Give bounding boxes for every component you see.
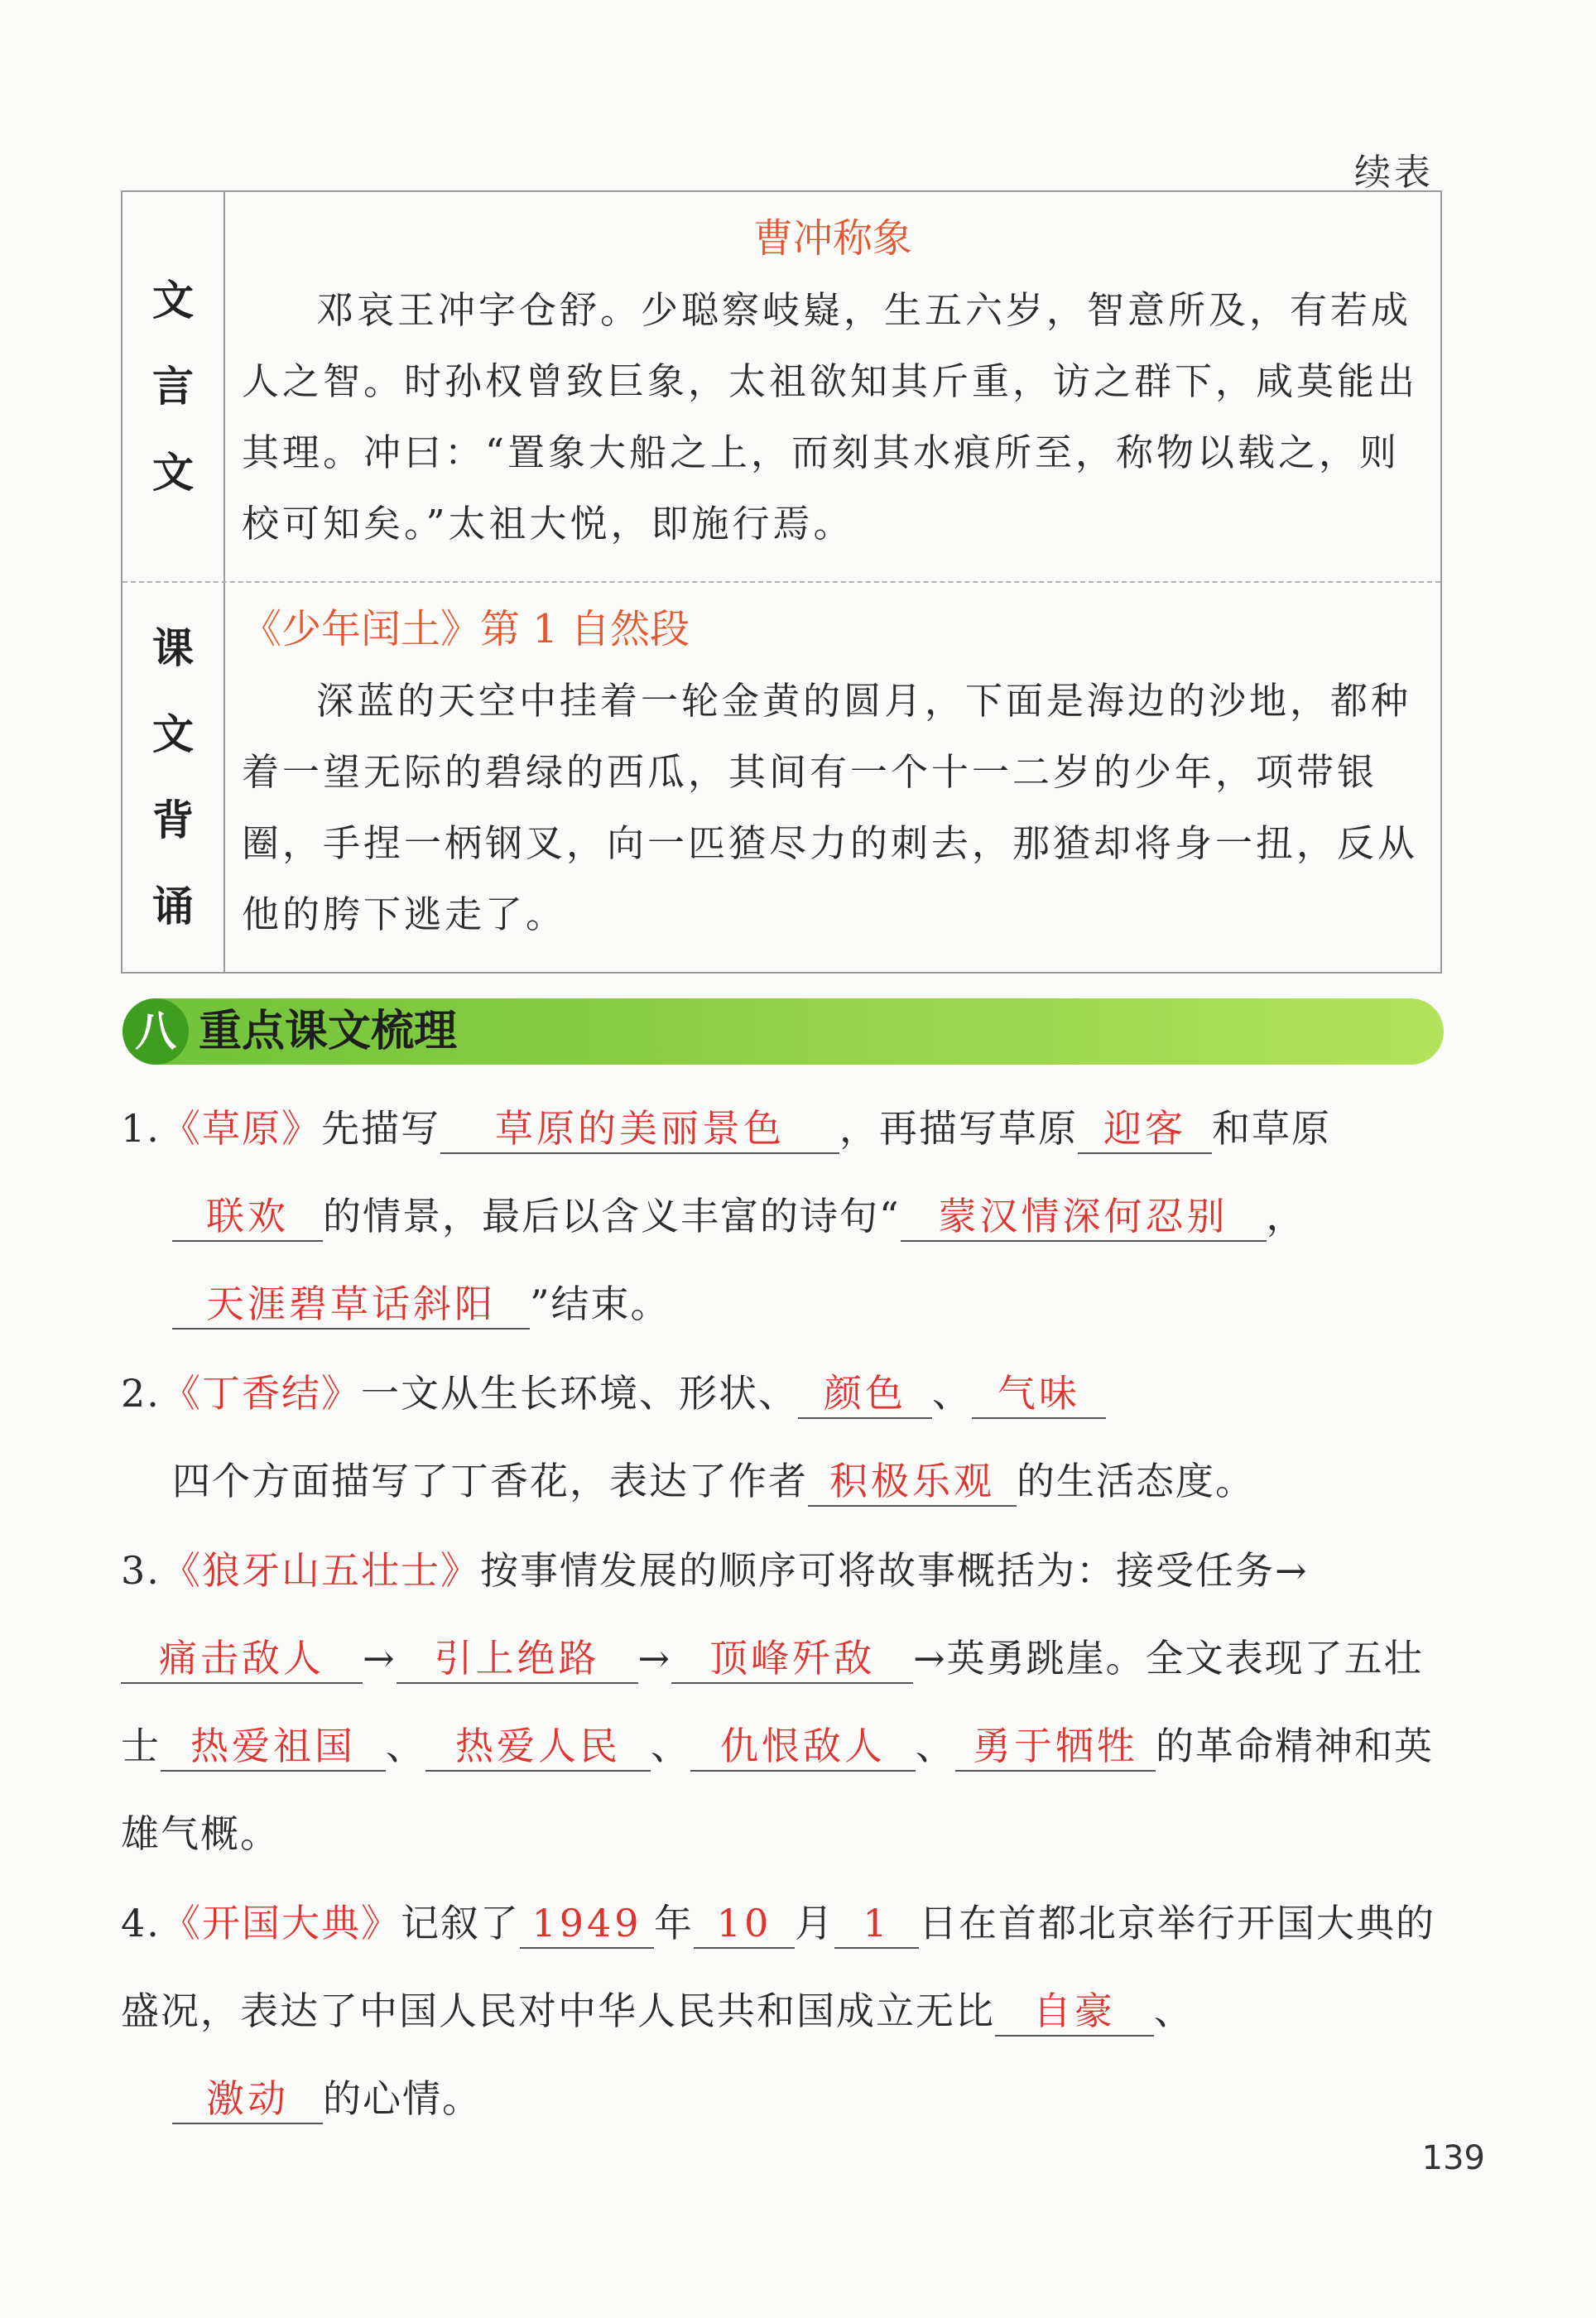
item-number: 2. (121, 1371, 161, 1416)
answer-blank: 热爱人民 (425, 1722, 651, 1772)
answer-blank: 积极乐观 (808, 1457, 1017, 1507)
classical-title: 曹冲称象 (752, 215, 912, 262)
answer-blank: 气味 (972, 1369, 1106, 1419)
row-label-char: 文 (152, 710, 194, 758)
item-text: 日在首都北京举行开国大典的盛况，表达了中国人民对中华人民共和国成立无比 (121, 1901, 1435, 2033)
item-title: 《丁香结》 (162, 1371, 361, 1416)
item-text: 按事情发展的顺序可将故事概括为：接受任务→ (480, 1548, 1309, 1593)
item-text: 四个方面描写了丁香花，表达了作者 (172, 1459, 808, 1503)
item-text: 一文从生长环境、形状、 (361, 1371, 798, 1416)
item-text: 年 (654, 1901, 694, 1945)
item-text: 的生活态度。 (1017, 1459, 1255, 1503)
row-content-classical (225, 192, 1440, 581)
answer-blank: 引上绝路 (397, 1634, 638, 1684)
item-text: 的情景，最后以含义丰富的诗句“ (323, 1194, 901, 1238)
row-label-char: 文 (152, 449, 194, 497)
section-title: 重点课文梳理 (199, 1007, 458, 1056)
item-text: ， (1266, 1194, 1306, 1238)
recitation-text: 深蓝的天空中挂着一轮金黄的圆月，下面是海边的沙地，都种着一望无际的碧绿的西瓜，其间有一个十一二岁的少年，项带银圈，手捏一柄钢叉，向一匹猹尽力的刺去，那猹却将身一扭，反从他的胯下逃走了。 (242, 679, 1419, 936)
section-header (123, 998, 1444, 1065)
answer-blank: 自豪 (995, 1987, 1154, 2037)
item-text: 、 (916, 1724, 955, 1768)
item-title: 《开国大典》 (162, 1901, 401, 1945)
answer-blank: 天涯碧草话斜阳 (172, 1280, 530, 1330)
answer-blank: 痛击敌人 (121, 1634, 363, 1684)
item-number: 3. (121, 1548, 161, 1593)
section-number-badge: 八 (123, 998, 189, 1065)
item-text: 月 (795, 1901, 834, 1945)
continued-label: 续表 (1354, 151, 1434, 194)
item-text: ”结束。 (530, 1282, 671, 1326)
recitation-title: 《少年闰土》第 1 自然段 (242, 606, 690, 652)
item-text: 记叙了 (401, 1901, 520, 1945)
item-text: → (363, 1636, 397, 1681)
list-item (121, 1527, 1445, 1878)
row-content-recitation (225, 583, 1440, 972)
item-text: 、 (932, 1371, 972, 1416)
answer-blank: 1 (834, 1899, 919, 1949)
row-label-char: 言 (152, 363, 194, 411)
classical-text: 邓哀王冲字仓舒。少聪察岐嶷，生五六岁，智意所及，有若成人之智。时孙权曾致巨象，太祖欲知其斤重，访之群下，咸莫能出其理。冲曰：“置象大船之上，而刻其水痕所至，称物以载之，则校可知矣。”太祖大悦，即施行焉。 (242, 288, 1419, 546)
answer-blank: 迎客 (1078, 1104, 1212, 1154)
item-text: 和草原 (1212, 1106, 1331, 1151)
list-item (121, 1349, 1445, 1525)
answer-blank: 激动 (172, 2075, 323, 2124)
item-number: 1. (121, 1106, 161, 1151)
item-number: 4. (121, 1901, 161, 1945)
answer-blank: 颜色 (798, 1369, 932, 1419)
answer-blank: 勇于牺牲 (955, 1722, 1156, 1772)
question-list (121, 1084, 1445, 2144)
item-text: 、 (1154, 1989, 1194, 2033)
row-label-recitation (123, 583, 225, 972)
answer-blank: 10 (694, 1899, 795, 1949)
row-label-char: 背 (152, 796, 194, 844)
row-label-classical (123, 192, 225, 581)
row-label-char: 文 (152, 277, 194, 325)
answer-blank: 仇恨敌人 (690, 1722, 916, 1772)
reading-table (121, 190, 1442, 974)
item-text: ，再描写草原 (839, 1106, 1078, 1151)
answer-blank: 蒙汉情深何忍别 (901, 1192, 1267, 1242)
answer-blank: 热爱祖国 (161, 1722, 386, 1772)
list-item (121, 1084, 1445, 1348)
item-text: →英勇跳崖。全文表现了五壮士 (121, 1636, 1424, 1768)
list-item (121, 1879, 1445, 2142)
item-title: 《草原》 (162, 1106, 321, 1151)
row-label-char: 诵 (152, 882, 194, 931)
table-row-recitation (123, 581, 1440, 972)
row-label-char: 课 (152, 624, 194, 672)
answer-blank: 联欢 (172, 1192, 323, 1242)
answer-blank: 顶峰歼敌 (671, 1634, 913, 1684)
item-text: → (637, 1636, 672, 1681)
answer-blank: 草原的美丽景色 (440, 1104, 839, 1154)
answer-blank: 1949 (520, 1899, 654, 1949)
table-row-classical (123, 192, 1440, 581)
item-text: 的革命精神和英雄气概。 (121, 1724, 1434, 1856)
item-text: 、 (386, 1724, 425, 1768)
item-text: 、 (651, 1724, 690, 1768)
item-text: 先描写 (321, 1106, 440, 1151)
item-title: 《狼牙山五壮士》 (162, 1548, 480, 1593)
item-text: 的心情。 (323, 2076, 482, 2121)
page-number: 139 (1421, 2139, 1485, 2177)
